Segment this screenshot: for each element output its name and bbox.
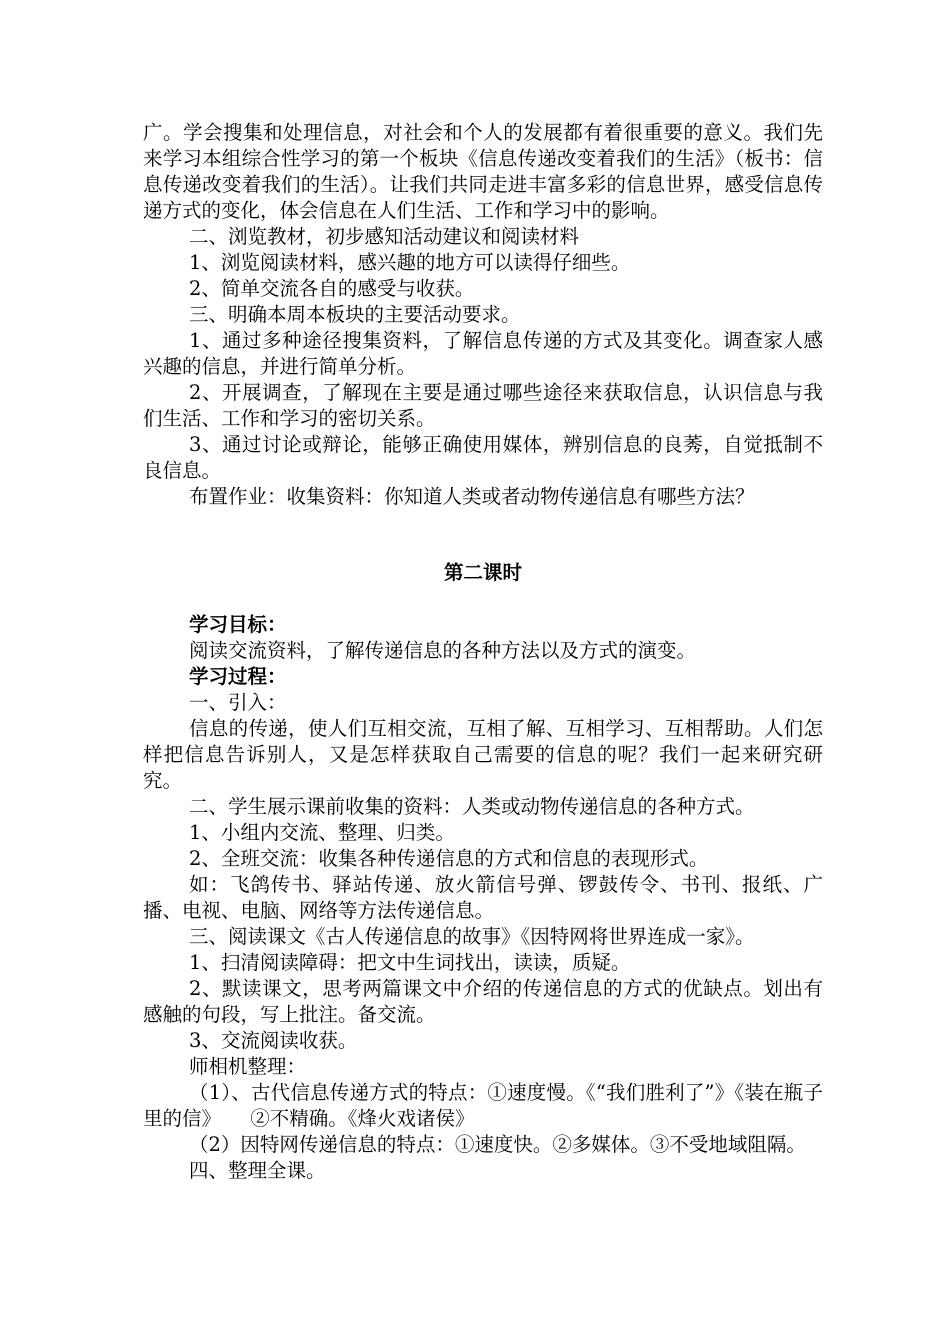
paragraph: 1、扫清阅读障碍：把文中生词找出，读读，质疑。	[189, 951, 631, 974]
paragraph: 一、引入：	[189, 691, 287, 714]
paragraph: 2、简单交流各自的感受与收获。	[189, 277, 475, 300]
paragraph: 布置作业：收集资料：你知道人类或者动物传递信息有哪些方法？	[189, 485, 755, 508]
paragraph: 2、默读课文，思考两篇课文中介绍的传递信息的方式的优缺点。划出有感触的句段，写上批注。备交流。	[143, 977, 823, 1026]
paragraph: 1、小组内交流、整理、归类。	[189, 821, 455, 844]
paragraph: 信息的传递，使人们互相交流，互相了解、互相学习、互相帮助。人们怎样把信息告诉别人，又是怎样获取自己需要的信息的呢？我们一起来研究研究。	[143, 717, 823, 792]
paragraph: 1、通过多种途径搜集资料，了解信息传递的方式及其变化。调查家人感兴趣的信息，并进行简单分析。	[143, 329, 823, 378]
paragraph: （1）、古代信息传递方式的特点：①速度慢。《“我们胜利了”》《装在瓶子里的信》 ②不精确。《烽火戏诸侯》	[143, 1081, 823, 1130]
paragraph: 三、明确本周本板块的主要活动要求。	[189, 303, 521, 326]
paragraph: 三、阅读课文《古人传递信息的故事》《因特网将世界连成一家》。	[189, 925, 755, 948]
paragraph: 3、交流阅读收获。	[189, 1029, 358, 1052]
paragraph: 广。学会搜集和处理信息，对社会和个人的发展都有着很重要的意义。我们先来学习本组综合性学习的第一个板块《信息传递改变着我们的生活》（板书：信息传递改变着我们的生活）。让我们共同走进丰富多彩的信息世界，感受信息传递方式的变化，体会信息在人们生活、工作和学习中的影响。	[143, 121, 823, 222]
paragraph: 四、整理全课。	[189, 1159, 326, 1182]
paragraph: （2）因特网传递信息的特点：①速度快。②多媒体。③不受地域阻隔。	[189, 1133, 806, 1156]
learning-process-label: 学习过程：	[189, 665, 287, 688]
document-body	[143, 120, 823, 1184]
lesson-one-continuation	[143, 120, 823, 510]
learning-goal-text: 阅读交流资料，了解传递信息的各种方法以及方式的演变。	[189, 639, 697, 662]
paragraph: 2、全班交流：收集各种传递信息的方式和信息的表现形式。	[189, 847, 709, 870]
paragraph: 二、浏览教材，初步感知活动建议和阅读材料	[189, 225, 580, 248]
paragraph: 师相机整理：	[189, 1055, 307, 1078]
lesson-two-process	[143, 690, 823, 1184]
paragraph: 如：飞鸽传书、驿站传递、放火箭信号弹、锣鼓传令、书刊、报纸、广播、电视、电脑、网络等方法传递信息。	[143, 873, 823, 922]
paragraph: 3、通过讨论或辩论，能够正确使用媒体，辨别信息的良莠，自觉抵制不良信息。	[143, 433, 823, 482]
lesson-two-title: 第二课时	[443, 561, 522, 584]
paragraph: 1、浏览阅读材料，感兴趣的地方可以读得仔细些。	[189, 251, 631, 274]
learning-goal-label: 学习目标：	[189, 613, 287, 636]
paragraph: 2、开展调查，了解现在主要是通过哪些途径来获取信息，认识信息与我们生活、工作和学习的密切关系。	[143, 381, 823, 430]
paragraph: 二、学生展示课前收集的资料：人类或动物传递信息的各种方式。	[189, 795, 755, 818]
